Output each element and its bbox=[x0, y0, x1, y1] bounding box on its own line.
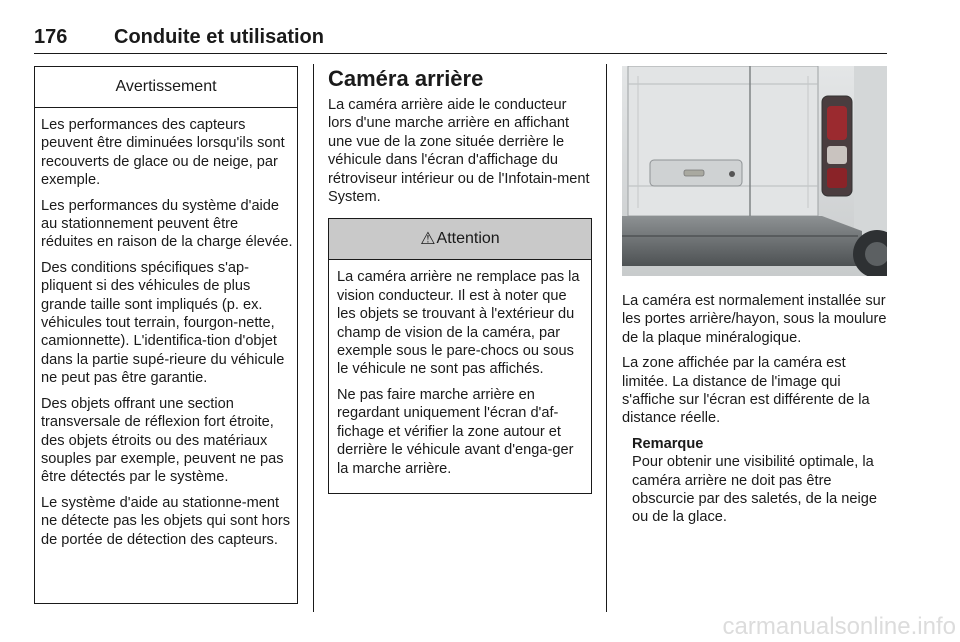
note bbox=[632, 435, 888, 527]
note-text: Pour obtenir une visibilité optimale, la caméra arrière ne doit pas être obscurcie par des saletés, de la neige ou de la glace. bbox=[632, 454, 878, 526]
camera-section bbox=[328, 66, 592, 494]
warning-box bbox=[34, 66, 298, 604]
van-rear-illustration bbox=[622, 66, 887, 276]
van-rear-doors-image bbox=[622, 66, 887, 276]
attention-title: Attention bbox=[436, 230, 500, 248]
warning-paragraph: Le système d'aide au stationne-ment ne détecte pas les objets qui sont hors de portée de détection des capteurs. bbox=[41, 494, 291, 548]
warning-title: Avertissement bbox=[35, 67, 297, 108]
warning-triangle-icon: ⚠ bbox=[420, 229, 436, 249]
warning-paragraph: Des objets offrant une section transversale de réflexion fort étroite, des objets étroits ou des matériaux souples par exemple, peuvent ne pas être détectés par le système. bbox=[41, 395, 284, 486]
attention-body bbox=[329, 260, 591, 477]
attention-header bbox=[329, 219, 591, 260]
column-divider bbox=[606, 64, 607, 612]
note-title: Remarque bbox=[632, 435, 704, 452]
section-intro: La caméra arrière aide le conducteur lors d'une marche arrière en affichant une vue de la zone située derrière le véhicule dans l'écran d'affichage du rétroviseur intérieur ou de l'Infotain-ment System. bbox=[328, 97, 590, 206]
page-number: 176 bbox=[34, 26, 68, 48]
body-paragraph: La zone affichée par la caméra est limitée. La distance de l'image qui s'affiche sur l'écran est différente de la distance réelle. bbox=[622, 355, 870, 427]
warning-paragraph: Des conditions spécifiques s'ap-pliquent si des véhicules de plus grande taille sont impliqués (p. ex. véhicules tout terrain, fourgon-nette, camionnette). L'identifica-tion d'objet dans la partie supé-rieure du véhicule ne peut pas être garantie. bbox=[41, 259, 285, 387]
attention-paragraph: La caméra arrière ne remplace pas la vision conducteur. Il est à noter que les objets se trouvant à l'extérieur du champ de vision de la caméra, par exemple sous le pare-chocs ou sous le véhicule ne sont pas affichés. bbox=[337, 269, 580, 378]
warning-paragraph: Les performances des capteurs peuvent être diminuées lorsqu'ils sont recouverts de glace ou de neige, par exemple. bbox=[41, 117, 285, 189]
warning-paragraph: Les performances du système d'aide au stationnement peuvent être réduites en raison de la charge élevée. bbox=[41, 197, 293, 251]
warning-body bbox=[35, 108, 297, 549]
attention-paragraph: Ne pas faire marche arrière en regardant uniquement l'écran d'af-fichage et vérifier la zone autour et derrière le véhicule avant d'enga-ger la marche arrière. bbox=[337, 386, 574, 477]
camera-details bbox=[622, 292, 888, 527]
column-divider bbox=[313, 64, 314, 612]
page-title: Conduite et utilisation bbox=[114, 26, 324, 48]
body-paragraph: La caméra est normalement installée sur les portes arrière/hayon, sous la moulure de la plaque minéralogique. bbox=[622, 293, 887, 346]
page-header bbox=[34, 25, 887, 54]
watermark: carmanualsonline.info bbox=[722, 613, 956, 640]
section-title: Caméra arrière bbox=[328, 66, 484, 91]
attention-box bbox=[328, 218, 592, 494]
